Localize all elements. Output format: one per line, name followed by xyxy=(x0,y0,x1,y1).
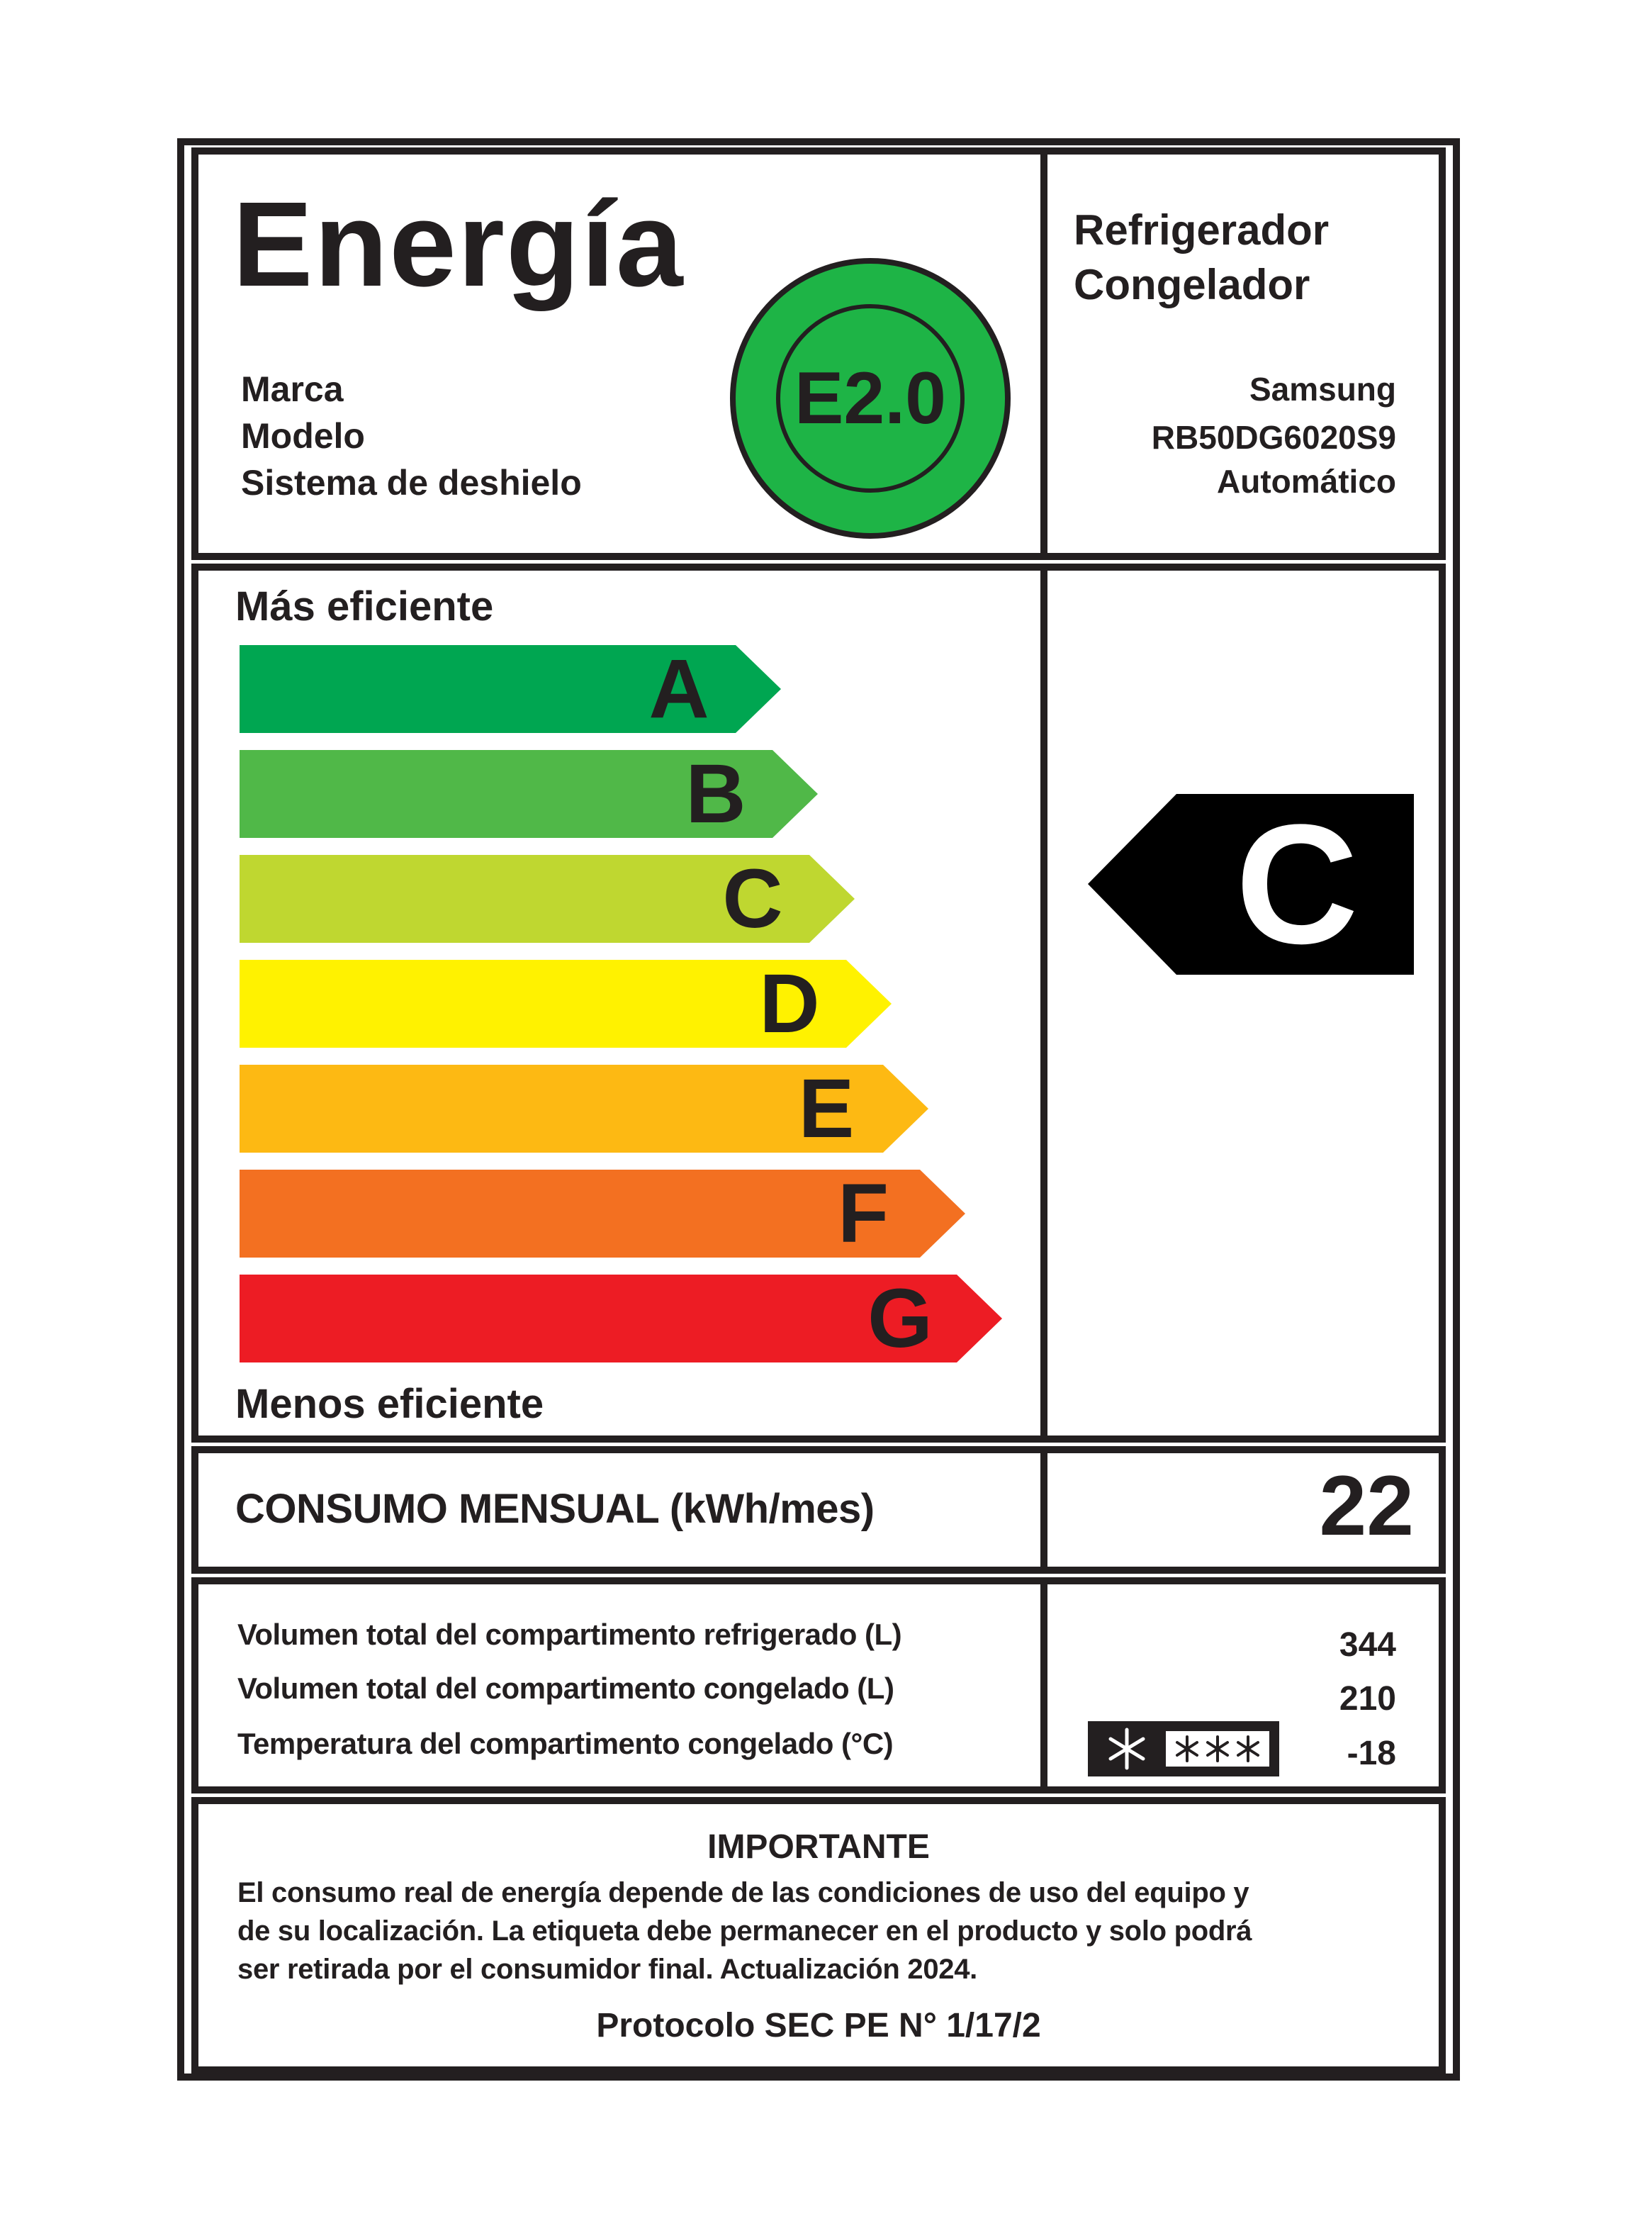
rating-indicator xyxy=(1088,789,1414,979)
efficiency-class-letter: D xyxy=(759,957,820,1051)
efficiency-badge xyxy=(729,257,1012,540)
badge-text: E2.0 xyxy=(794,357,946,440)
notice-text-line1: El consumo real de energía depende de las condiciones de uso del equipo y xyxy=(237,1877,1249,1908)
efficiency-class-g xyxy=(240,1272,1002,1365)
model-label: Modelo xyxy=(241,416,365,456)
model-value: RB50DG6020S9 xyxy=(1151,419,1396,456)
appliance-type-line2: Congelador xyxy=(1074,261,1310,308)
brand-value: Samsung xyxy=(1249,371,1396,408)
freezer-volume-label: Volumen total del compartimento congelado (L) xyxy=(237,1672,894,1705)
freezer-temp-value: -18 xyxy=(1347,1735,1396,1772)
fridge-volume-label: Volumen total del compartimento refrigerado (L) xyxy=(237,1618,902,1651)
efficiency-class-letter: F xyxy=(837,1167,889,1260)
header-divider xyxy=(1040,147,1047,560)
notice-text-line2: de su localización. La etiqueta debe permanecer en el producto y solo podrá xyxy=(237,1915,1252,1947)
efficiency-class-letter: B xyxy=(685,747,746,841)
efficiency-class-letter: A xyxy=(648,642,709,736)
protocol-text: Protocolo SEC PE N° 1/17/2 xyxy=(596,2007,1041,2044)
consumption-value: 22 xyxy=(1319,1458,1414,1553)
freezer-temp-label: Temperatura del compartimento congelado (°C) xyxy=(237,1727,894,1760)
efficiency-class-d xyxy=(240,957,892,1051)
efficiency-class-letter: E xyxy=(798,1062,855,1155)
freezer-volume-value: 210 xyxy=(1339,1680,1396,1718)
defrost-value: Automático xyxy=(1217,463,1396,500)
efficiency-class-c xyxy=(240,852,855,946)
notice-heading: IMPORTANTE xyxy=(707,1828,930,1866)
notice-text-line3: ser retirada por el consumidor final. Actualización 2024. xyxy=(237,1954,977,1985)
label-title: Energía xyxy=(232,177,685,312)
efficiency-class-e xyxy=(240,1062,928,1155)
consumption-label: CONSUMO MENSUAL (kWh/mes) xyxy=(235,1486,875,1532)
four-star-freezer-icon xyxy=(1088,1721,1279,1776)
most-efficient-label: Más eficiente xyxy=(235,583,494,629)
least-efficient-label: Menos eficiente xyxy=(235,1381,544,1427)
appliance-type-line1: Refrigerador xyxy=(1074,206,1330,254)
consumption-divider xyxy=(1040,1446,1047,1574)
efficiency-class-letter: C xyxy=(722,852,783,946)
efficiency-class-b xyxy=(240,747,818,841)
efficiency-class-a xyxy=(240,642,781,736)
defrost-label: Sistema de deshielo xyxy=(241,463,582,503)
rating-letter: C xyxy=(1235,789,1359,979)
brand-label: Marca xyxy=(241,369,344,409)
fridge-volume-value: 344 xyxy=(1339,1626,1396,1664)
specs-divider xyxy=(1040,1577,1047,1793)
efficiency-class-letter: G xyxy=(867,1272,933,1365)
efficiency-class-f xyxy=(240,1167,965,1260)
scale-divider xyxy=(1040,564,1047,1443)
